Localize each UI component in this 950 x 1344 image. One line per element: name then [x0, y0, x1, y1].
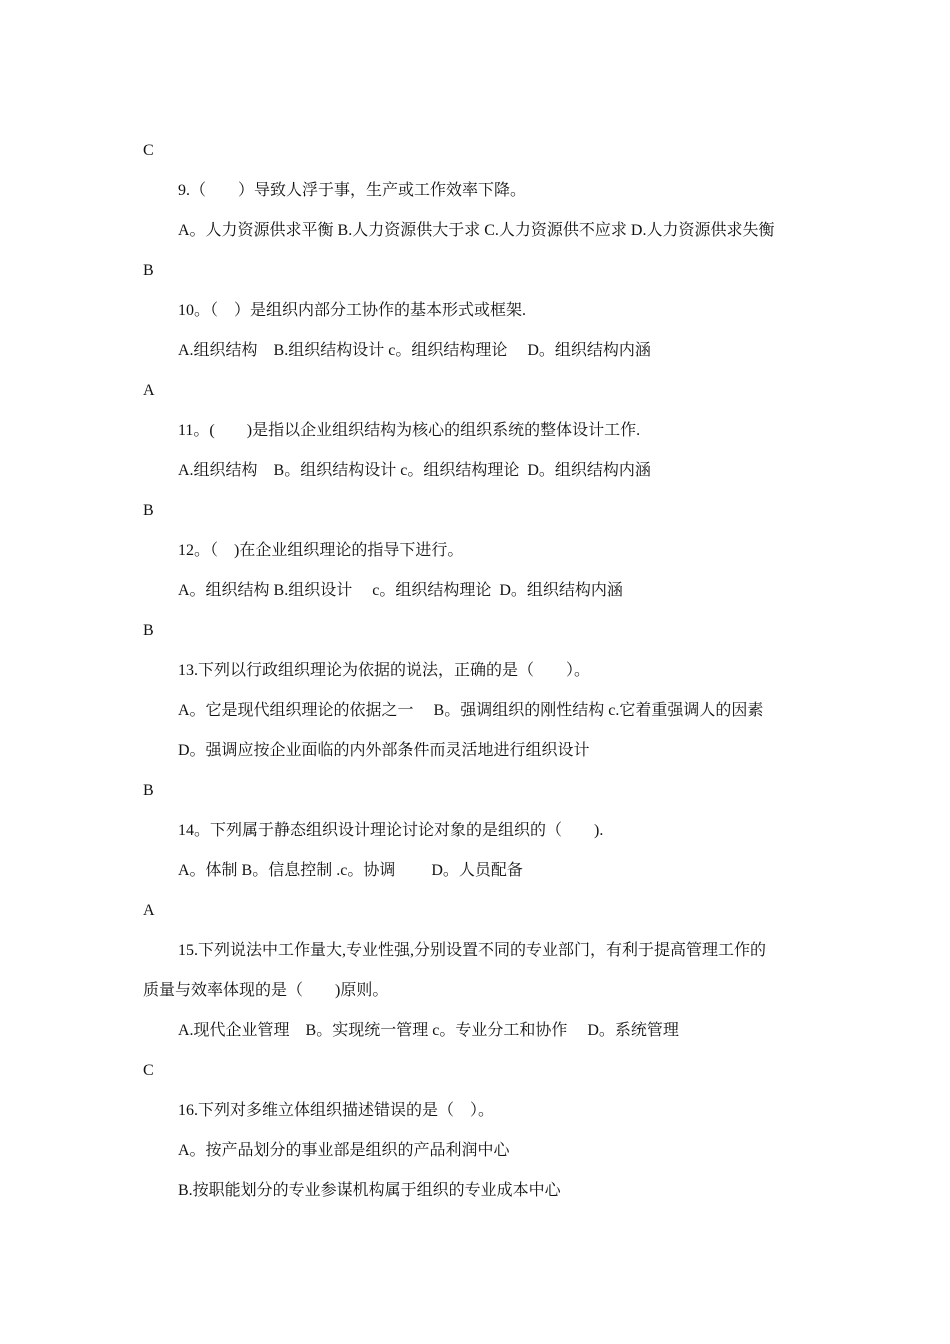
question-15: 15.下列说法中工作量大,专业性强,分别设置不同的专业部门，有利于提高管理工作的 — [178, 942, 767, 959]
question-11-options: A.组织结构 B。组织结构设计 c。组织结构理论 D。组织结构内涵 — [178, 462, 651, 479]
answer-key: B — [143, 502, 154, 519]
question-9: 9.（ ）导致人浮于事，生产或工作效率下降。 — [178, 182, 527, 199]
answer-key: A — [143, 902, 155, 919]
question-13-options: A。它是现代组织理论的依据之一 B。强调组织的刚性结构 c.它着重强调人的因素 — [178, 702, 764, 719]
answer-key: C — [143, 1062, 154, 1079]
question-12-options: A。组织结构 B.组织设计 c。组织结构理论 D。组织结构内涵 — [178, 582, 623, 599]
answer-key: A — [143, 382, 155, 399]
question-10-options: A.组织结构 B.组织结构设计 c。组织结构理论 D。组织结构内涵 — [178, 342, 651, 359]
question-12: 12。（ )在企业组织理论的指导下进行。 — [178, 542, 464, 559]
question-15-continuation: 质量与效率体现的是（ )原则。 — [143, 982, 389, 999]
question-16-option-b: B.按职能划分的专业参谋机构属于组织的专业成本中心 — [178, 1182, 561, 1199]
question-14-options: A。体制 B。信息控制 .c。协调 D。人员配备 — [178, 862, 523, 879]
question-11: 11。( )是指以企业组织结构为核心的组织系统的整体设计工作. — [178, 422, 641, 439]
question-13-option-d: D。强调应按企业面临的内外部条件而灵活地进行组织设计 — [178, 742, 590, 759]
answer-key: B — [143, 262, 154, 279]
question-9-options: A。人力资源供求平衡 B.人力资源供大于求 C.人力资源供不应求 D.人力资源供求失衡 — [178, 222, 775, 239]
answer-key: B — [143, 622, 154, 639]
question-10: 10。（ ）是组织内部分工协作的基本形式或框架. — [178, 302, 527, 319]
question-16: 16.下列对多维立体组织描述错误的是（ ）。 — [178, 1102, 495, 1119]
answer-key: C — [143, 142, 154, 159]
question-13: 13.下列以行政组织理论为依据的说法，正确的是（ ）。 — [178, 662, 591, 679]
question-15-options: A.现代企业管理 B。实现统一管理 c。专业分工和协作 D。系统管理 — [178, 1022, 679, 1039]
answer-key: B — [143, 782, 154, 799]
question-16-option-a: A。按产品划分的事业部是组织的产品利润中心 — [178, 1142, 510, 1159]
question-14: 14。下列属于静态组织设计理论讨论对象的是组织的（ ). — [178, 822, 604, 839]
